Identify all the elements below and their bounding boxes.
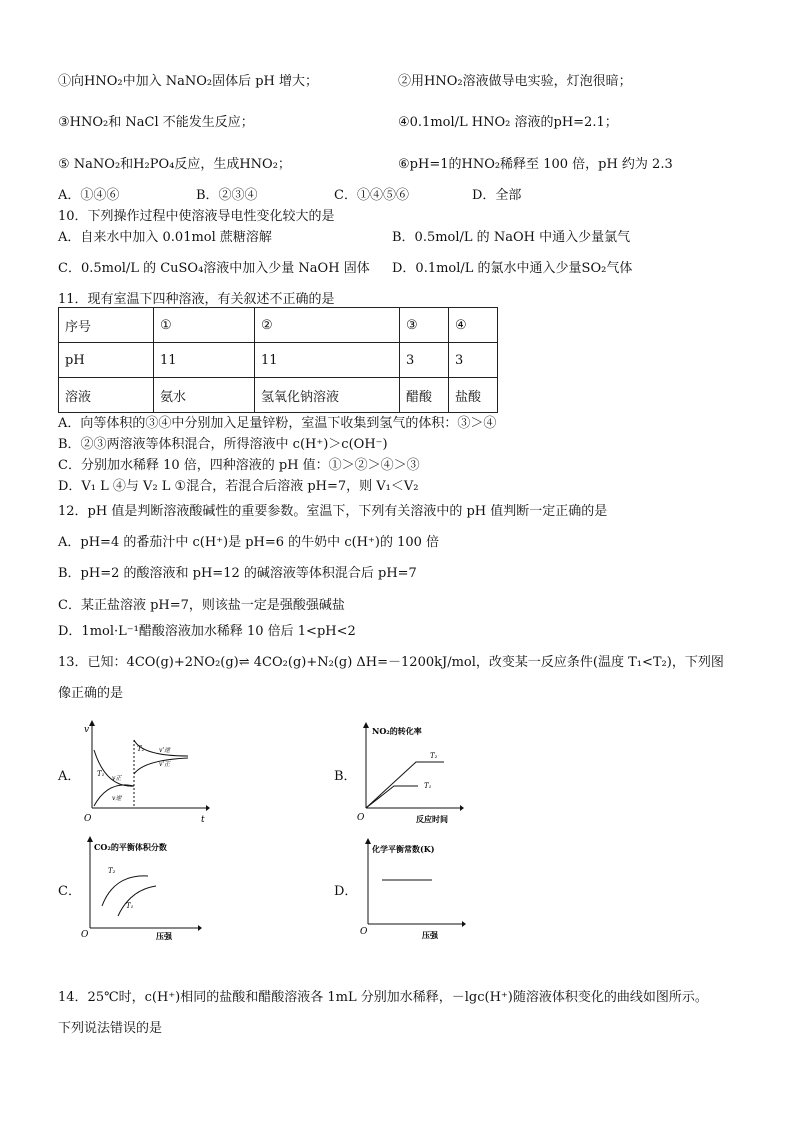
- table-cell: ③: [400, 308, 449, 343]
- q9-statement-4: ④0.1mol/L HNO₂ 溶液的pH=2.1；: [398, 115, 618, 130]
- table-cell: 3: [400, 343, 449, 378]
- label-v-ni2: v'逆: [159, 747, 171, 754]
- q13-label-d: D．: [334, 884, 358, 899]
- table-row: [59, 308, 498, 343]
- axis-label-x: 压强: [422, 930, 438, 940]
- q12-option-d: D．1mol·L⁻¹醋酸溶液加水稀释 10 倍后 1<pH<2: [58, 624, 356, 639]
- q14-stem-line1: 14．25℃时，c(H⁺)相同的盐酸和醋酸溶液各 1mL 分别加水稀释，－lgc(H⁺)随溶液体积变化的曲线如图所示。: [58, 990, 708, 1005]
- graph-d: [360, 838, 470, 942]
- axis-title: NO₂的转化率: [372, 726, 422, 736]
- label-t1: T₁: [424, 782, 432, 790]
- q10-option-d: D．0.1mol/L 的氯水中通入少量SO₂气体: [392, 261, 633, 276]
- table-cell: 11: [154, 343, 255, 378]
- origin-label: O: [357, 813, 365, 823]
- q12-option-b: B．pH=2 的酸溶液和 pH=12 的碱溶液等体积混合后 pH=7: [58, 566, 417, 581]
- q9-option-d: D．全部: [472, 188, 522, 203]
- q10-option-a: A．自来水中加入 0.01mol 蔗糖溶解: [58, 230, 272, 245]
- q14-stem-line2: 下列说法错误的是: [58, 1021, 163, 1036]
- q13-stem-line2: 像正确的是: [58, 686, 124, 701]
- q12-option-a: A．pH=4 的番茄汁中 c(H⁺)是 pH=6 的牛奶中 c(H⁺)的 100 倍: [58, 535, 440, 550]
- q9-statement-2: ②用HNO₂溶液做导电实验，灯泡很暗；: [398, 74, 632, 89]
- q13-stem-line1: 13．已知：4CO(g)+2NO₂(g)⇌ 4CO₂(g)+N₂(g) ΔH=－1200kJ/mol，改变某一反应条件(温度 T₁<T₂)，下列图: [58, 655, 724, 670]
- q9-option-b: B．②③④: [196, 188, 258, 203]
- q12-option-c: C．某正盐溶液 pH=7，则该盐一定是强酸强碱盐: [58, 598, 345, 613]
- q10-stem: 10．下列操作过程中使溶液导电性变化较大的是: [58, 209, 335, 224]
- table-row: [59, 343, 498, 378]
- q10-option-c: C．0.5mol/L 的 CuSO₄溶液中加入少量 NaOH 固体: [58, 261, 370, 276]
- q11-option-c: C．分别加水稀释 10 倍，四种溶液的 pH 值：①＞②＞④＞③: [58, 458, 420, 473]
- table-cell: ②: [255, 308, 400, 343]
- table-cell: pH: [59, 343, 154, 378]
- q11-option-a: A．向等体积的③④中分别加入足量锌粉，室温下收集到氢气的体积：③＞④: [58, 416, 497, 431]
- label-t2: T₂: [137, 745, 145, 753]
- q9-statement-3: ③HNO₂和 NaCl 不能发生反应；: [58, 115, 254, 130]
- axis-title: CO₂的平衡体积分数: [94, 842, 167, 852]
- axis-title: 化学平衡常数(K): [372, 844, 435, 854]
- q11-stem: 11．现有室温下四种溶液，有关叙述不正确的是: [58, 292, 335, 307]
- curve-t2: [366, 762, 444, 808]
- table-cell: 溶液: [59, 378, 154, 413]
- q9-statement-6: ⑥pH=1的HNO₂稀释至 100 倍，pH 约为 2.3: [398, 157, 673, 172]
- origin-label: O: [360, 927, 368, 937]
- label-t1: T₁: [126, 902, 134, 910]
- table-cell: 盐酸: [449, 378, 498, 413]
- table-cell: ①: [154, 308, 255, 343]
- table-cell: 序号: [59, 308, 154, 343]
- table-cell: 11: [255, 343, 400, 378]
- table-cell: 醋酸: [400, 378, 449, 413]
- axis-label-y: v: [84, 725, 90, 735]
- origin-label: O: [81, 930, 89, 940]
- table-row: [59, 378, 498, 413]
- q12-stem: 12．pH 值是判断溶液酸碱性的重要参数。室温下，下列有关溶液中的 pH 值判断一定正确的是: [58, 504, 608, 519]
- table-cell: 3: [449, 343, 498, 378]
- q9-statement-5: ⑤ NaNO₂和H₂PO₄反应，生成HNO₂；: [58, 157, 291, 172]
- q13-label-c: C．: [58, 884, 81, 899]
- label-v-zheng2: v'正: [159, 761, 171, 768]
- table-cell: 氢氧化钠溶液: [255, 378, 400, 413]
- origin-label: O: [84, 814, 92, 824]
- label-t2: T₂: [108, 867, 116, 875]
- graph-a: [80, 720, 210, 825]
- axis-label-x: t: [201, 815, 205, 825]
- q13-label-a: A．: [58, 769, 81, 784]
- label-v-zheng: v正: [112, 775, 122, 782]
- q11-table: [58, 307, 498, 413]
- q13-label-b: B．: [334, 769, 357, 784]
- axis-label-x: 反应时间: [416, 814, 448, 824]
- q9-option-a: A．①④⑥: [58, 188, 120, 203]
- table-cell: 氨水: [154, 378, 255, 413]
- q10-option-b: B．0.5mol/L 的 NaOH 中通入少量氯气: [392, 230, 631, 245]
- axis-label-x: 压强: [156, 931, 172, 941]
- q9-statement-1: ①向HNO₂中加入 NaNO₂固体后 pH 增大；: [58, 74, 319, 89]
- label-v-ni: v逆: [112, 795, 122, 802]
- table-cell: ④: [449, 308, 498, 343]
- q11-option-b: B．②③两溶液等体积混合，所得溶液中 c(H⁺)＞c(OH⁻): [58, 437, 388, 452]
- curve-t1: [118, 886, 156, 916]
- graph-c: [80, 836, 210, 941]
- q11-option-d: D．V₁ L ④与 V₂ L ①混合，若混合后溶液 pH=7，则 V₁＜V₂: [58, 479, 419, 494]
- curve-t1: [366, 786, 418, 808]
- label-t1: T₁: [97, 770, 105, 778]
- q9-option-c: C．①④⑤⑥: [334, 188, 409, 203]
- graph-b: [356, 722, 466, 826]
- label-t2: T₂: [430, 752, 438, 760]
